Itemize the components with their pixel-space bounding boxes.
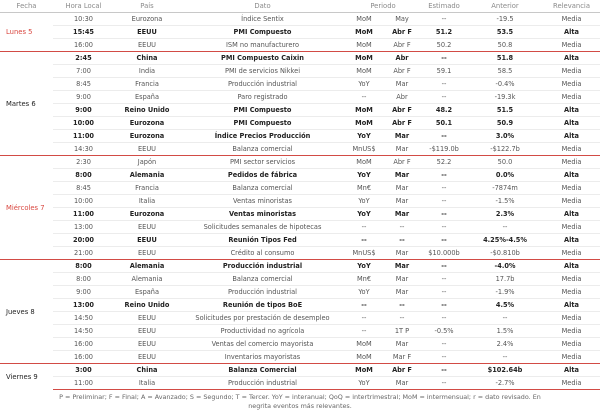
relevancia-cell: Alta (543, 208, 600, 221)
relevancia-cell: Alta (543, 104, 600, 117)
dato-cell: Inventarios mayoristas (180, 351, 345, 364)
dato-cell: Índice Sentix (180, 13, 345, 26)
estimado-cell: -- (421, 195, 467, 208)
dato-cell: Ventas del comercio mayorista (180, 338, 345, 351)
estimado-cell: -- (421, 260, 467, 273)
hora-cell: 9:00 (53, 286, 114, 299)
estimado-cell: -- (421, 351, 467, 364)
pais-cell: Francia (114, 182, 180, 195)
relevancia-cell: Media (543, 286, 600, 299)
dato-cell: Producción industrial (180, 260, 345, 273)
anterior-cell: 50.9 (467, 117, 543, 130)
pais-cell: Francia (114, 78, 180, 91)
pais-cell: EEUU (114, 312, 180, 325)
periodo-cell: -- (345, 299, 383, 312)
table-row (0, 52, 600, 65)
header-fecha: Fecha (0, 0, 53, 13)
periodo-cell: MoM (345, 351, 383, 364)
periodo-ref-cell: -- (383, 299, 421, 312)
table-row (0, 208, 600, 221)
periodo-ref-cell: Mar F (383, 351, 421, 364)
hora-cell: 10:00 (53, 117, 114, 130)
periodo-cell: Mn€ (345, 273, 383, 286)
periodo-ref-cell: Abr F (383, 364, 421, 377)
anterior-cell: 58.5 (467, 65, 543, 78)
relevancia-cell: Alta (543, 299, 600, 312)
relevancia-cell: Media (543, 221, 600, 234)
pais-cell: EEUU (114, 39, 180, 52)
dato-cell: Balanza comercial (180, 182, 345, 195)
hora-cell: 11:00 (53, 208, 114, 221)
pais-cell: EEUU (114, 325, 180, 338)
periodo-cell: -- (345, 221, 383, 234)
anterior-cell: 0.0% (467, 169, 543, 182)
header-dato: Dato (180, 0, 345, 13)
table-row (0, 156, 600, 169)
relevancia-cell: Alta (543, 169, 600, 182)
estimado-cell: -- (421, 299, 467, 312)
pais-cell: Eurozona (114, 208, 180, 221)
table-row (0, 13, 600, 26)
periodo-cell: -- (345, 91, 383, 104)
periodo-cell: MnUS$ (345, 247, 383, 260)
estimado-cell: -$119.0b (421, 143, 467, 156)
pais-cell: Alemania (114, 169, 180, 182)
estimado-cell: -- (421, 78, 467, 91)
periodo-cell: YoY (345, 208, 383, 221)
table-row (0, 325, 600, 338)
pais-cell: Italia (114, 377, 180, 390)
periodo-cell: YoY (345, 195, 383, 208)
calendar-body (0, 13, 600, 390)
relevancia-cell: Alta (543, 234, 600, 247)
table-row (0, 130, 600, 143)
table-row (0, 104, 600, 117)
periodo-ref-cell: Abr F (383, 39, 421, 52)
relevancia-cell: Alta (543, 26, 600, 39)
pais-cell: Alemania (114, 260, 180, 273)
pais-cell: India (114, 65, 180, 78)
anterior-cell: -7874m (467, 182, 543, 195)
pais-cell: Reino Unido (114, 104, 180, 117)
periodo-ref-cell: Mar (383, 377, 421, 390)
periodo-ref-cell: Mar (383, 169, 421, 182)
dato-cell: PMI Compuesto (180, 26, 345, 39)
periodo-cell: MoM (345, 26, 383, 39)
pais-cell: España (114, 286, 180, 299)
estimado-cell: -- (421, 234, 467, 247)
periodo-cell: MnUS$ (345, 143, 383, 156)
anterior-cell: -$122.7b (467, 143, 543, 156)
table-row (0, 338, 600, 351)
hora-cell: 20:00 (53, 234, 114, 247)
dato-cell: Ventas minoristas (180, 208, 345, 221)
hora-cell: 13:00 (53, 221, 114, 234)
estimado-cell: -- (421, 13, 467, 26)
dato-cell: PMI sector servicios (180, 156, 345, 169)
relevancia-cell: Media (543, 338, 600, 351)
periodo-ref-cell: Mar (383, 286, 421, 299)
table-row (0, 299, 600, 312)
legend-line: P = Preliminar; F = Final; A = Avanzado; S = Segundo; T = Tercer. YoY = interanual; QoQ = intertrimestral; MoM = intermensual; r = dato revisado. En (59, 393, 541, 401)
anterior-cell: 50.0 (467, 156, 543, 169)
hora-cell: 16:00 (53, 338, 114, 351)
estimado-cell: -- (421, 130, 467, 143)
table-row (0, 39, 600, 52)
dato-cell: Producción industrial (180, 286, 345, 299)
hora-cell: 8:00 (53, 273, 114, 286)
relevancia-cell: Alta (543, 130, 600, 143)
estimado-cell: -- (421, 377, 467, 390)
anterior-cell: 17.7b (467, 273, 543, 286)
table-row (0, 78, 600, 91)
header-pais: País (114, 0, 180, 13)
dato-cell: Producción industrial (180, 377, 345, 390)
dato-cell: Índice Precios Producción (180, 130, 345, 143)
table-row (0, 351, 600, 364)
periodo-ref-cell: Mar (383, 182, 421, 195)
dato-cell: ISM no manufacturero (180, 39, 345, 52)
periodo-ref-cell: -- (383, 221, 421, 234)
legend-line: negrita eventos más relevantes. (248, 402, 352, 410)
header-periodo: Periodo (345, 0, 421, 13)
header-estimado: Estimado (421, 0, 467, 13)
anterior-cell: -19.5 (467, 13, 543, 26)
hora-cell: 8:00 (53, 169, 114, 182)
relevancia-cell: Media (543, 39, 600, 52)
periodo-cell: MoM (345, 117, 383, 130)
dato-cell: Balanza comercial (180, 143, 345, 156)
hora-cell: 7:00 (53, 65, 114, 78)
table-row (0, 195, 600, 208)
estimado-cell: -- (421, 182, 467, 195)
estimado-cell: -- (421, 52, 467, 65)
hora-cell: 9:00 (53, 104, 114, 117)
dato-cell: Balanza Comercial (180, 364, 345, 377)
periodo-ref-cell: Abr F (383, 26, 421, 39)
dato-cell: PMI Compuesto (180, 104, 345, 117)
pais-cell: Italia (114, 195, 180, 208)
periodo-cell: -- (345, 234, 383, 247)
day-label: Lunes 5 (6, 28, 33, 36)
periodo-ref-cell: May (383, 13, 421, 26)
pais-cell: EEUU (114, 338, 180, 351)
anterior-cell: 4.25%-4.5% (467, 234, 543, 247)
table-row (0, 234, 600, 247)
dato-cell: Ventas minoristas (180, 195, 345, 208)
anterior-cell: 51.5 (467, 104, 543, 117)
estimado-cell: -- (421, 221, 467, 234)
pais-cell: Japón (114, 156, 180, 169)
hora-cell: 14:30 (53, 143, 114, 156)
periodo-ref-cell: -- (383, 312, 421, 325)
periodo-cell: MoM (345, 104, 383, 117)
table-row (0, 247, 600, 260)
anterior-cell: -4.0% (467, 260, 543, 273)
relevancia-cell: Media (543, 65, 600, 78)
hora-cell: 10:30 (53, 13, 114, 26)
anterior-cell: -2.7% (467, 377, 543, 390)
periodo-ref-cell: Mar (383, 247, 421, 260)
header-row (0, 0, 600, 13)
periodo-ref-cell: Abr F (383, 117, 421, 130)
pais-cell: Reino Unido (114, 299, 180, 312)
relevancia-cell: Alta (543, 52, 600, 65)
periodo-ref-cell: Abr F (383, 156, 421, 169)
estimado-cell: -- (421, 312, 467, 325)
relevancia-cell: Media (543, 156, 600, 169)
dato-cell: Solicitudes por prestación de desempleo (180, 312, 345, 325)
periodo-cell: MoM (345, 13, 383, 26)
periodo-ref-cell: Abr (383, 91, 421, 104)
periodo-cell: MoM (345, 52, 383, 65)
hora-cell: 10:00 (53, 195, 114, 208)
dato-cell: Solicitudes semanales de hipotecas (180, 221, 345, 234)
periodo-cell: MoM (345, 364, 383, 377)
anterior-cell: 50.8 (467, 39, 543, 52)
estimado-cell: -- (421, 91, 467, 104)
dato-cell: Pedidos de fábrica (180, 169, 345, 182)
periodo-cell: MoM (345, 39, 383, 52)
dato-cell: PMI Compuesto Caixin (180, 52, 345, 65)
periodo-ref-cell: Mar (383, 130, 421, 143)
anterior-cell: -0.4% (467, 78, 543, 91)
periodo-cell: -- (345, 312, 383, 325)
pais-cell: EEUU (114, 221, 180, 234)
pais-cell: España (114, 91, 180, 104)
relevancia-cell: Media (543, 182, 600, 195)
legend-note (0, 390, 600, 411)
relevancia-cell: Media (543, 312, 600, 325)
periodo-ref-cell: Mar (383, 143, 421, 156)
header-anterior: Anterior (467, 0, 543, 13)
anterior-cell: -$0.810b (467, 247, 543, 260)
anterior-cell: -- (467, 221, 543, 234)
table-row (0, 169, 600, 182)
hora-cell: 9:00 (53, 91, 114, 104)
periodo-ref-cell: Mar (383, 260, 421, 273)
periodo-ref-cell: Abr F (383, 65, 421, 78)
hora-cell: 16:00 (53, 351, 114, 364)
dato-cell: Productividad no agrícola (180, 325, 345, 338)
relevancia-cell: Media (543, 13, 600, 26)
anterior-cell: 2.4% (467, 338, 543, 351)
pais-cell: China (114, 364, 180, 377)
dato-cell: Reunión Tipos Fed (180, 234, 345, 247)
hora-cell: 8:45 (53, 78, 114, 91)
pais-cell: EEUU (114, 143, 180, 156)
day-label: Martes 6 (0, 52, 53, 156)
hora-cell: 15:45 (53, 26, 114, 39)
estimado-cell: -- (421, 338, 467, 351)
pais-cell: Alemania (114, 273, 180, 286)
estimado-cell: -- (421, 208, 467, 221)
periodo-ref-cell: Mar (383, 78, 421, 91)
anterior-cell: -- (467, 351, 543, 364)
periodo-ref-cell: Abr (383, 52, 421, 65)
anterior-cell: -1.5% (467, 195, 543, 208)
hora-cell: 8:00 (53, 260, 114, 273)
anterior-cell: -- (467, 312, 543, 325)
dato-cell: Producción industrial (180, 78, 345, 91)
dato-cell: Crédito al consumo (180, 247, 345, 260)
pais-cell: China (114, 52, 180, 65)
anterior-cell: 51.8 (467, 52, 543, 65)
day-label: Jueves 8 (0, 260, 53, 364)
periodo-cell: YoY (345, 78, 383, 91)
pais-cell: EEUU (114, 247, 180, 260)
pais-cell: Eurozona (114, 13, 180, 26)
hora-cell: 2:45 (53, 52, 114, 65)
periodo-cell: YoY (345, 260, 383, 273)
hora-cell: 13:00 (53, 299, 114, 312)
pais-cell: EEUU (114, 351, 180, 364)
dato-cell: PMI Compuesto (180, 117, 345, 130)
dato-cell: Balanza comercial (180, 273, 345, 286)
estimado-cell: 48.2 (421, 104, 467, 117)
pais-cell: Eurozona (114, 130, 180, 143)
table-row (0, 221, 600, 234)
table-row (0, 273, 600, 286)
periodo-ref-cell: Mar (383, 338, 421, 351)
periodo-cell: YoY (345, 286, 383, 299)
relevancia-cell: Media (543, 351, 600, 364)
relevancia-cell: Media (543, 195, 600, 208)
anterior-cell: -1.9% (467, 286, 543, 299)
periodo-ref-cell: Mar (383, 195, 421, 208)
periodo-cell: MoM (345, 156, 383, 169)
relevancia-cell: Media (543, 143, 600, 156)
relevancia-cell: Media (543, 78, 600, 91)
estimado-cell: -- (421, 273, 467, 286)
estimado-cell: 59.1 (421, 65, 467, 78)
table-row (0, 260, 600, 273)
periodo-cell: MoM (345, 338, 383, 351)
estimado-cell: 52.2 (421, 156, 467, 169)
table-row (0, 117, 600, 130)
pais-cell: Eurozona (114, 117, 180, 130)
periodo-ref-cell: -- (383, 234, 421, 247)
dato-cell: Paro registrado (180, 91, 345, 104)
periodo-cell: YoY (345, 130, 383, 143)
dato-cell: PMI de servicios Nikkei (180, 65, 345, 78)
relevancia-cell: Media (543, 247, 600, 260)
header-relevancia: Relevancia (543, 0, 600, 13)
anterior-cell: 4.5% (467, 299, 543, 312)
anterior-cell: 1.5% (467, 325, 543, 338)
periodo-cell: MoM (345, 65, 383, 78)
periodo-ref-cell: 1T P (383, 325, 421, 338)
table-row (0, 26, 600, 39)
estimado-cell: -- (421, 286, 467, 299)
table-row (0, 143, 600, 156)
periodo-ref-cell: Mar (383, 208, 421, 221)
estimado-cell: $10.000b (421, 247, 467, 260)
table-row (0, 364, 600, 377)
estimado-cell: -0.5% (421, 325, 467, 338)
pais-cell: EEUU (114, 234, 180, 247)
table-row (0, 91, 600, 104)
day-label: Viernes 9 (0, 364, 53, 390)
table-row (0, 377, 600, 390)
relevancia-cell: Media (543, 273, 600, 286)
hora-cell: 21:00 (53, 247, 114, 260)
periodo-ref-cell: Abr F (383, 104, 421, 117)
relevancia-cell: Media (543, 325, 600, 338)
table-row (0, 286, 600, 299)
anterior-cell: 3.0% (467, 130, 543, 143)
estimado-cell: -- (421, 364, 467, 377)
day-label: Miércoles 7 (0, 156, 53, 260)
hora-cell: 14:50 (53, 312, 114, 325)
relevancia-cell: Media (543, 91, 600, 104)
periodo-cell: YoY (345, 377, 383, 390)
hora-cell: 2:30 (53, 156, 114, 169)
estimado-cell: 50.1 (421, 117, 467, 130)
pais-cell: EEUU (114, 26, 180, 39)
anterior-cell: 2.3% (467, 208, 543, 221)
hora-cell: 8:45 (53, 182, 114, 195)
dato-cell: Reunión de tipos BoE (180, 299, 345, 312)
periodo-cell: Mn€ (345, 182, 383, 195)
table-row (0, 182, 600, 195)
hora-cell: 16:00 (53, 39, 114, 52)
hora-cell: 3:00 (53, 364, 114, 377)
table-row (0, 312, 600, 325)
estimado-cell: 51.2 (421, 26, 467, 39)
hora-cell: 11:00 (53, 377, 114, 390)
estimado-cell: -- (421, 169, 467, 182)
anterior-cell: $102.64b (467, 364, 543, 377)
relevancia-cell: Media (543, 377, 600, 390)
periodo-cell: -- (345, 325, 383, 338)
periodo-cell: YoY (345, 169, 383, 182)
hora-cell: 11:00 (53, 130, 114, 143)
anterior-cell: -19.3k (467, 91, 543, 104)
periodo-ref-cell: Mar (383, 273, 421, 286)
relevancia-cell: Alta (543, 364, 600, 377)
anterior-cell: 53.5 (467, 26, 543, 39)
relevancia-cell: Alta (543, 260, 600, 273)
relevancia-cell: Alta (543, 117, 600, 130)
header-hora: Hora Local (53, 0, 114, 13)
estimado-cell: 50.2 (421, 39, 467, 52)
table-row (0, 65, 600, 78)
hora-cell: 14:50 (53, 325, 114, 338)
